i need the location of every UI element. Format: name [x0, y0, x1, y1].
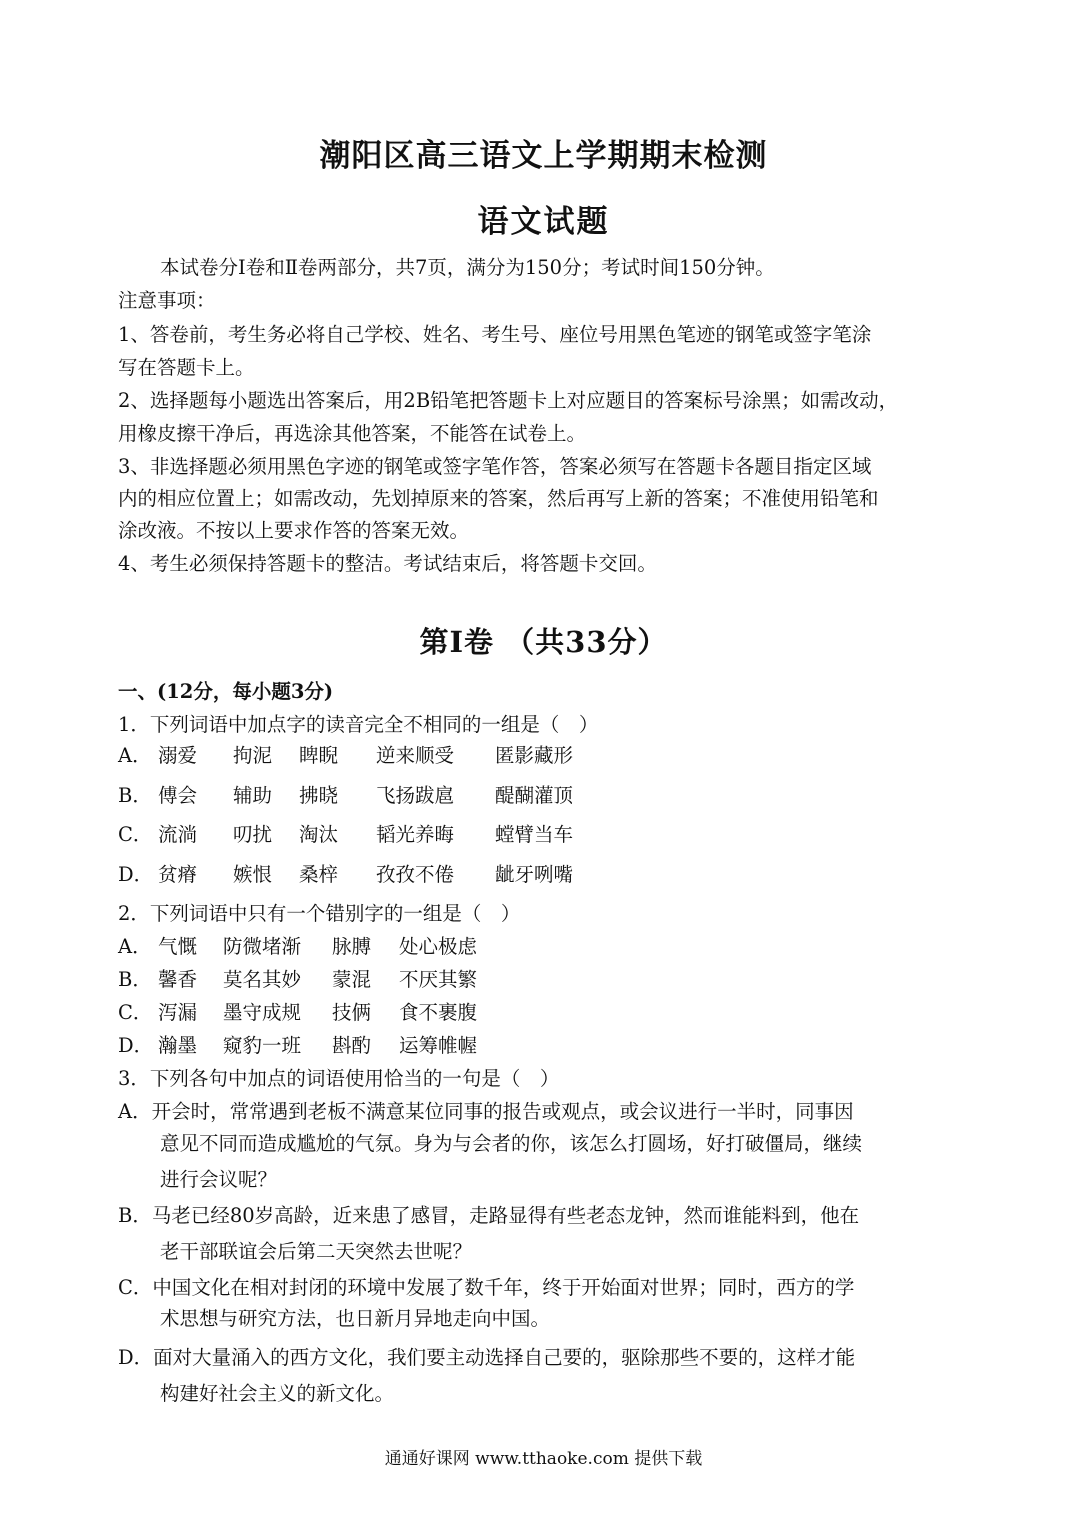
q3-option-line: A．开会时，常常遇到老板不满意某位同事的报告或观点，或会议进行一半时，同事因	[118, 1100, 854, 1123]
section-heading: 第Ⅰ卷 （共33分）	[419, 625, 668, 659]
option-word: 技俩	[332, 1001, 372, 1024]
option-word: 傅会	[158, 784, 198, 807]
option-label: B．	[118, 784, 152, 807]
option-word: 泻漏	[158, 1001, 198, 1024]
option-word: 斟酌	[332, 1034, 372, 1057]
option-word: 气慨	[158, 935, 198, 958]
option-word: 馨香	[158, 968, 198, 991]
option-word: 不厌其繁	[399, 968, 478, 991]
part-heading: 一、(12分，每小题3分)	[118, 680, 334, 703]
exam-title: 潮阳区高三语文上学期期末检测	[319, 138, 768, 174]
option-word: 醍醐灌顶	[495, 784, 574, 807]
option-word: 叨扰	[233, 823, 273, 846]
option-word: 匿影藏形	[495, 744, 574, 767]
exam-subtitle: 语文试题	[477, 204, 610, 240]
option-label: D．	[118, 1034, 154, 1057]
notice-line: 4、考生必须保持答题卡的整洁。考试结束后，将答题卡交回。	[118, 552, 657, 575]
notice-line: 用橡皮擦干净后，再选涂其他答案，不能答在试卷上。	[118, 422, 587, 445]
option-word: 防微堵渐	[223, 935, 302, 958]
question-2-stem: 2．下列词语中只有一个错别字的一组是（ ）	[118, 902, 521, 925]
option-word: 韬光养晦	[376, 823, 455, 846]
option-word: 孜孜不倦	[376, 863, 455, 886]
option-word: 拘泥	[233, 744, 273, 767]
option-word: 窥豹一班	[223, 1034, 302, 1057]
q3-option-line: C．中国文化在相对封闭的环境中发展了数千年，终于开始面对世界；同时，西方的学	[118, 1276, 855, 1299]
notice-line: 写在答题卡上。	[118, 356, 255, 379]
footer-text: 通通好课网 www.tthaoke.com 提供下载	[384, 1449, 703, 1469]
intro-text: 本试卷分Ⅰ卷和Ⅱ卷两部分，共7页，满分为150分；考试时间150分钟。	[160, 256, 775, 279]
option-label: D．	[118, 863, 154, 886]
option-word: 蒙混	[332, 968, 372, 991]
option-word: 运筹帷幄	[399, 1034, 478, 1057]
option-word: 螳臂当车	[495, 823, 574, 846]
option-label: C．	[118, 823, 153, 846]
option-word: 逆来顺受	[376, 744, 455, 767]
option-label: A．	[118, 935, 152, 958]
option-word: 飞扬跋扈	[376, 784, 455, 807]
option-word: 睥睨	[299, 744, 339, 767]
option-word: 流淌	[158, 823, 198, 846]
option-word: 溺爱	[158, 744, 198, 767]
q3-option-line: 进行会议呢？	[160, 1168, 278, 1191]
option-word: 桑梓	[299, 863, 339, 886]
q3-option-line: B．马老已经80岁高龄，近来患了感冒，走路显得有些老态龙钟，然而谁能料到，他在	[118, 1204, 860, 1227]
option-word: 瀚墨	[158, 1034, 198, 1057]
q3-option-line: 术思想与研究方法，也日新月异地走向中国。	[160, 1307, 551, 1330]
option-word: 龇牙咧嘴	[495, 863, 574, 886]
q3-option-line: 意见不同而造成尴尬的气氛。身为与会者的你，该怎么打圆场，好打破僵局，继续	[160, 1132, 863, 1155]
notice-line: 内的相应位置上；如需改动，先划掉原来的答案，然后再写上新的答案；不准使用铅笔和	[118, 487, 879, 510]
option-word: 脉膊	[332, 935, 372, 958]
question-3-stem: 3．下列各句中加点的词语使用恰当的一句是（ ）	[118, 1067, 560, 1090]
q3-option-line: D．面对大量涌入的西方文化，我们要主动选择自己要的，驱除那些不要的，这样才能	[118, 1346, 856, 1369]
notice-line: 2、选择题每小题选出答案后，用2B铅笔把答题卡上对应题目的答案标号涂黑；如需改动，	[118, 389, 899, 412]
option-word: 淘汰	[299, 823, 339, 846]
notice-heading: 注意事项：	[118, 289, 216, 312]
option-label: A．	[118, 744, 152, 767]
notice-line: 3、非选择题必须用黑色字迹的钢笔或签字笔作答，答案必须写在答题卡各题目指定区域	[118, 455, 872, 478]
option-label: C．	[118, 1001, 153, 1024]
option-word: 辅助	[233, 784, 273, 807]
option-word: 拂晓	[299, 784, 339, 807]
question-1-stem: 1．下列词语中加点字的读音完全不相同的一组是（ ）	[118, 713, 599, 736]
option-word: 食不裹腹	[399, 1001, 478, 1024]
q3-option-line: 老干部联谊会后第二天突然去世呢？	[160, 1240, 473, 1263]
option-word: 莫名其妙	[223, 968, 302, 991]
notice-line: 涂改液。不按以上要求作答的答案无效。	[118, 519, 470, 542]
option-label: B．	[118, 968, 152, 991]
option-word: 嫉恨	[233, 863, 273, 886]
q3-option-line: 构建好社会主义的新文化。	[160, 1382, 395, 1405]
option-word: 贫瘠	[158, 863, 198, 886]
option-word: 墨守成规	[223, 1001, 302, 1024]
notice-line: 1、答卷前，考生务必将自己学校、姓名、考生号、座位号用黑色笔迹的钢笔或签字笔涂	[118, 323, 872, 346]
option-word: 处心极虑	[399, 935, 478, 958]
